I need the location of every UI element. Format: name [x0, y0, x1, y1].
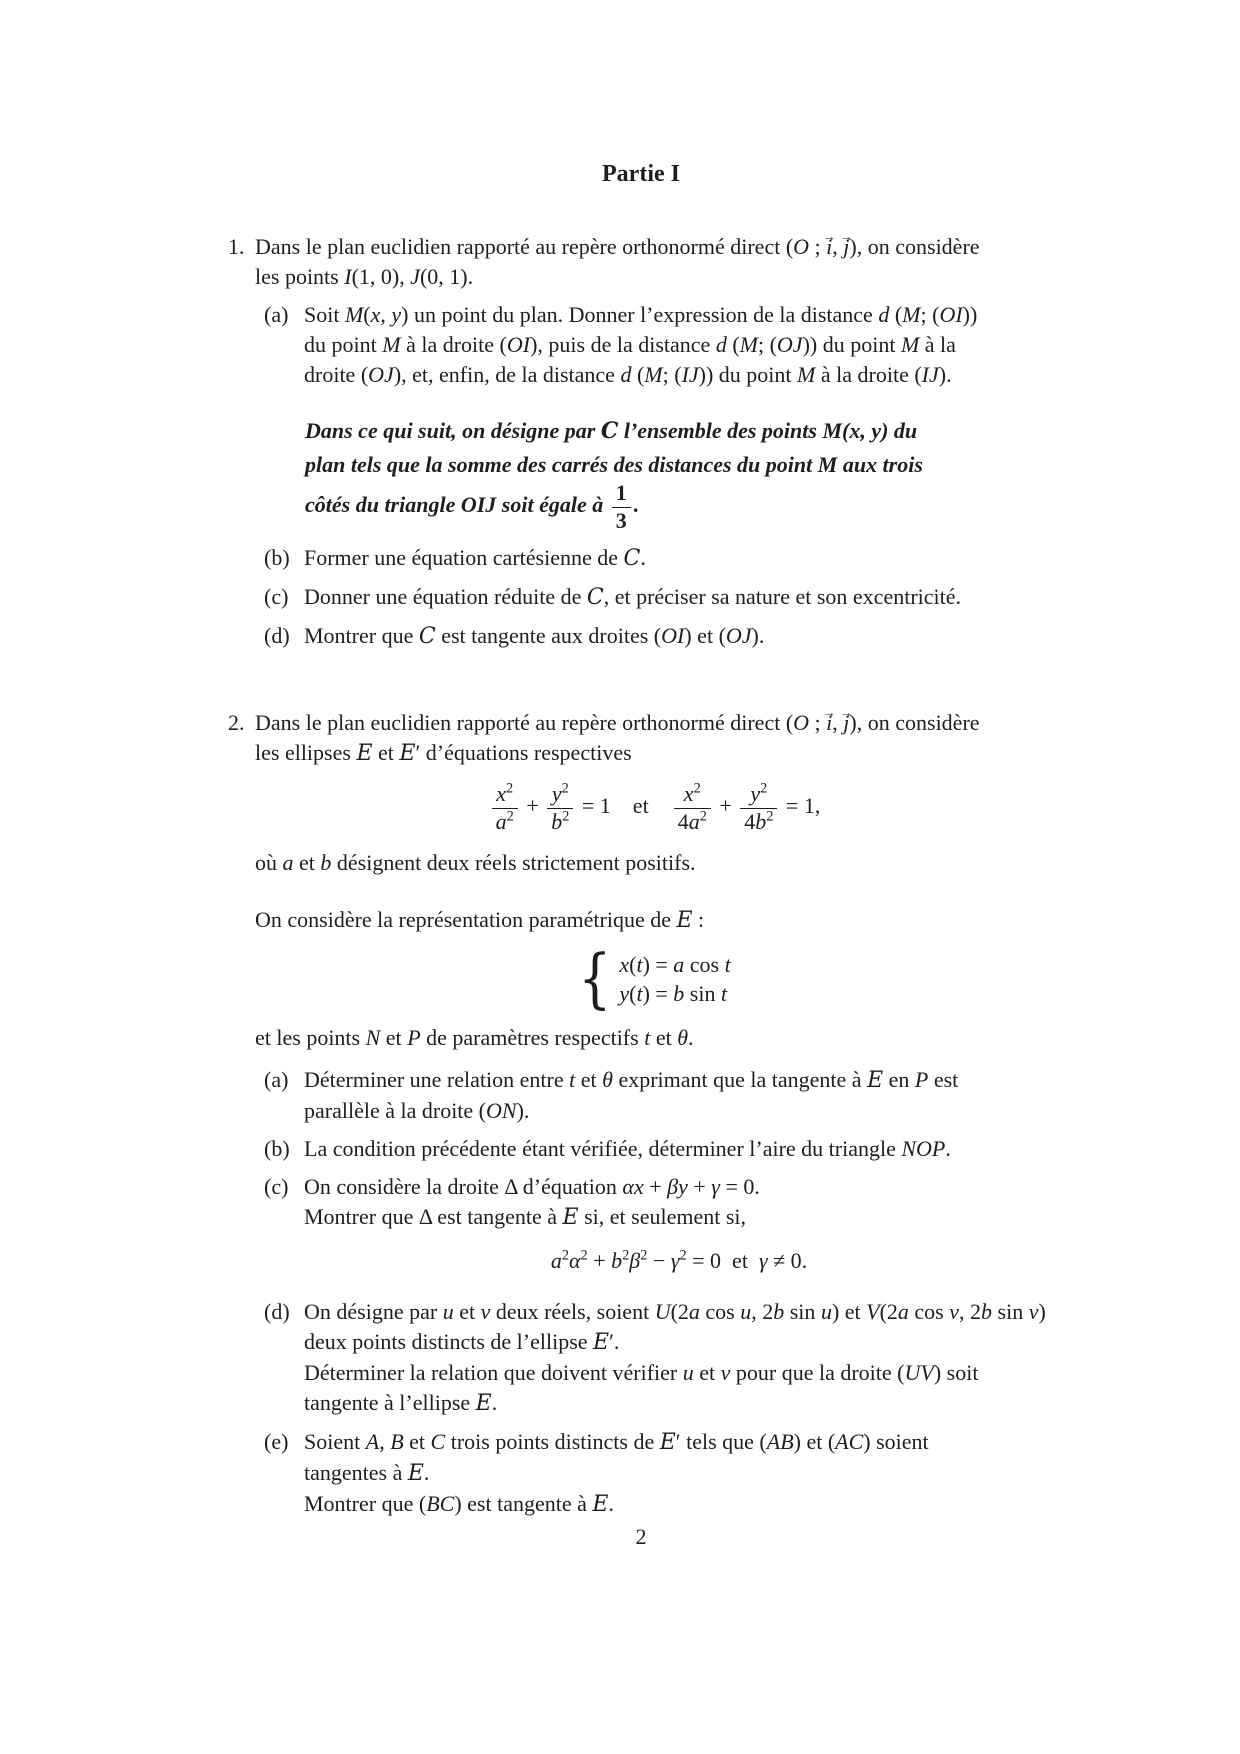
text-line: Montrer que (BC) est tangente à E.: [304, 1490, 614, 1517]
text-block: [228, 161, 1054, 1520]
problem-1-italic-note: [305, 414, 1045, 533]
tangency-condition-equation: $a^2\alpha^2 + b^2\beta^2 - \gamma^2 = 0$ et γ ≠ 0.: [550, 1247, 808, 1273]
problem-2d-text: [304, 1297, 1054, 1419]
problem-1a-label: (a): [264, 302, 289, 327]
problem-1d: [255, 621, 1054, 652]
text-line: les ellipses E et E′ d’équations respectives: [255, 740, 632, 767]
text-line: les points I(1, 0), J(0, 1).: [255, 264, 474, 289]
text-line: Déterminer la relation que doivent vérifier u et v pour que la droite (UV) soit: [304, 1359, 979, 1385]
problem-1b-label: (b): [264, 545, 290, 571]
text-line: deux points distincts de l’ellipse E′.: [304, 1328, 620, 1355]
problem-1c-label: (c): [264, 584, 289, 610]
problem-2e-label: (e): [264, 1428, 289, 1454]
page-number: 2: [635, 1524, 647, 1549]
problem-1c-text: [304, 582, 1054, 613]
ellipse-equations: $\frac{x^2}{a^2}$ + $\frac{y^2}{b^2}$ = 1 et $\frac{x^2}{4a^2}$ + $\frac{y^2}{4b^2}$ = 1,: [255, 782, 1054, 834]
problem-2-number: 2.: [228, 710, 245, 736]
system-x-line: x(t) = a cos t: [619, 951, 731, 977]
parametric-system: [255, 950, 1054, 1008]
problem-1d-text: [304, 621, 1054, 652]
problem-1b: [255, 543, 1054, 574]
problem-1b-text: [304, 543, 1054, 574]
text-line: Soient A, B et C trois points distincts de E′ tels que (AB) et (AC) soient: [304, 1428, 929, 1455]
problem-1-number: 1.: [228, 234, 245, 259]
problem-1d-label: (d): [264, 623, 290, 649]
text-line: Dans le plan euclidien rapporté au repère orthonormé direct (O ; i →, j →), on considère: [255, 708, 1054, 738]
text-line: parallèle à la droite (ON).: [304, 1097, 530, 1123]
text-line: du point M à la droite (OI), puis de la distance d (M; (OJ)) du point M à la: [304, 332, 956, 357]
problem-2e: [255, 1427, 1054, 1520]
problem-1: [228, 232, 1054, 652]
text-line: côtés du triangle OIJ soit égale à $\frac{1}{3}$ .: [305, 480, 640, 533]
left-brace: [578, 946, 611, 1011]
problem-2: [228, 708, 1054, 1519]
problem-2a: [255, 1065, 1054, 1126]
text-line: Dans ce qui suit, on désigne par C l’ensemble des points M(x, y) du: [305, 418, 918, 444]
problem-2b-label: (b): [264, 1135, 290, 1161]
text-line: Déterminer une relation entre t et θ exprimant que la tangente à E en P est: [304, 1066, 959, 1093]
problem-2c: [255, 1172, 1054, 1289]
parametric-intro: On considère la représentation paramétrique de E :: [255, 906, 705, 933]
text-line: Montrer que Δ est tangente à E si, et seulement si,: [304, 1203, 746, 1230]
problem-2d-label: (d): [264, 1298, 290, 1324]
text-line: On considère la droite Δ d’équation αx + βy + γ = 0.: [304, 1173, 760, 1199]
system-cases: [619, 950, 730, 1008]
problem-1-intro: [255, 232, 1054, 292]
system-y-line: y(t) = b sin t: [619, 980, 728, 1006]
problem-2d: [255, 1297, 1054, 1419]
section-title: Partie I: [602, 161, 680, 187]
text-line: Donner une équation réduite de C, et préciser sa nature et son excentricité.: [304, 584, 962, 611]
problem-1c: [255, 582, 1054, 613]
text-line: On désigne par u et v deux réels, soient U(2a cos u, 2b sin u) et V(2a cos v, 2b sin v): [304, 1298, 1046, 1324]
text-line: tangente à l’ellipse E.: [304, 1389, 498, 1416]
problem-2a-text: [304, 1065, 1054, 1126]
text-line: Soit M(x, y) un point du plan. Donner l’expression de la distance d (M; (OI)): [304, 302, 978, 327]
text-line: tangentes à E.: [304, 1459, 430, 1486]
problem-2e-text: [304, 1427, 1054, 1520]
problem-1a-text: [304, 300, 1054, 390]
points-line: et les points N et P de paramètres respectifs t et θ.: [255, 1024, 694, 1050]
problem-2b-text: [304, 1134, 1054, 1164]
text-line: Former une équation cartésienne de C.: [304, 545, 646, 572]
problem-2c-text: [304, 1172, 1054, 1289]
text-line: La condition précédente étant vérifiée, déterminer l’aire du triangle NOP.: [304, 1135, 951, 1161]
text-line: droite (OJ), et, enfin, de la distance d (M; (IJ)) du point M à la droite (IJ).: [304, 362, 952, 387]
text-line: Montrer que C est tangente aux droites (OI) et (OJ).: [304, 623, 765, 650]
problem-1a: [255, 300, 1054, 390]
problem-1-body: [255, 232, 1054, 652]
problem-2a-label: (a): [264, 1066, 289, 1092]
problem-2c-lines: [304, 1172, 1054, 1233]
text-line: plan tels que la somme des carrés des distances du point M aux trois: [305, 452, 923, 477]
text-line: Dans le plan euclidien rapporté au repère orthonormé direct (O ; i →, j →), on considère: [255, 232, 1054, 262]
problem-2-intro: [255, 708, 1054, 769]
problem-2c-label: (c): [264, 1173, 289, 1199]
problem-2b: [255, 1134, 1054, 1164]
problem-2-body: [255, 708, 1054, 1519]
positivity-line: où a et b désignent deux réels strictement positifs.: [255, 849, 696, 875]
